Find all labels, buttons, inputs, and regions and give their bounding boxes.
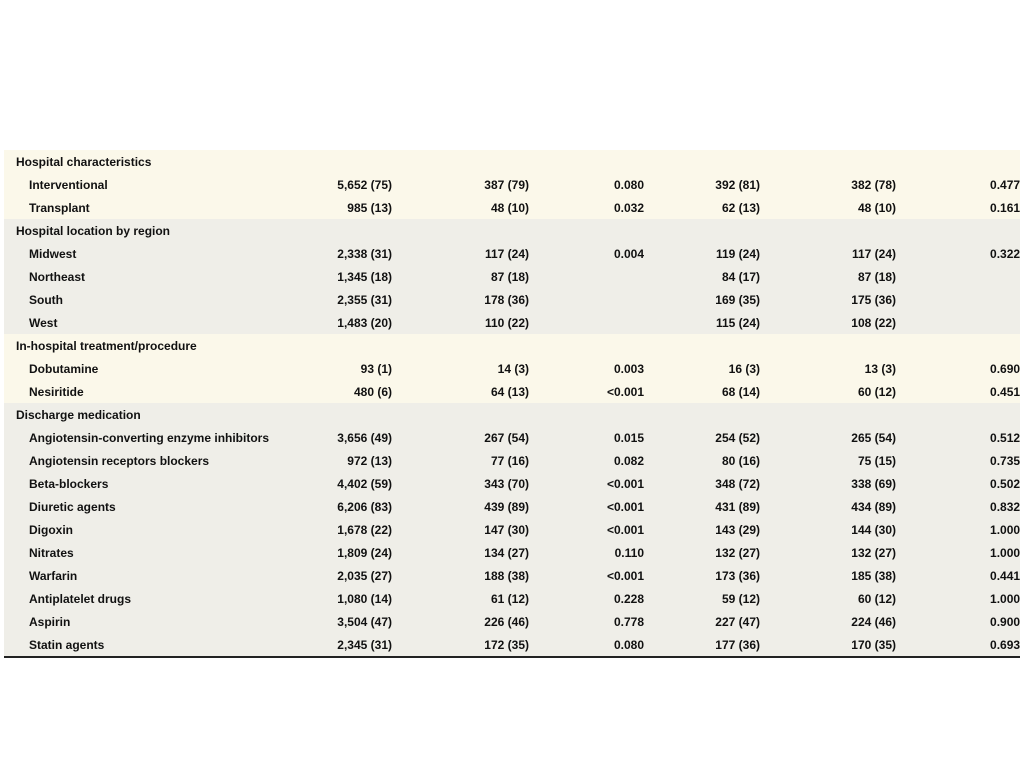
- col-matched-a-value: 132 (27): [644, 541, 760, 564]
- section-heading: Hospital characteristics: [4, 150, 1020, 173]
- col-group-value: 14 (3): [392, 357, 529, 380]
- row-label: Interventional: [4, 173, 269, 196]
- col-matched-a-value: 392 (81): [644, 173, 760, 196]
- col-group-value: 226 (46): [392, 610, 529, 633]
- col-matched-p-value: 0.735: [896, 449, 1020, 472]
- col-p-value: <0.001: [529, 472, 644, 495]
- col-matched-a-value: 16 (3): [644, 357, 760, 380]
- row-label: Transplant: [4, 196, 269, 219]
- col-matched-b-value: 185 (38): [760, 564, 896, 587]
- section-heading-row: [4, 219, 1020, 242]
- col-matched-b-value: 382 (78): [760, 173, 896, 196]
- row-label: Diuretic agents: [4, 495, 269, 518]
- col-matched-a-value: 177 (36): [644, 633, 760, 657]
- row-label: Northeast: [4, 265, 269, 288]
- col-matched-b-value: 13 (3): [760, 357, 896, 380]
- table-row: [4, 564, 1020, 587]
- table-row: [4, 380, 1020, 403]
- col-matched-a-value: 80 (16): [644, 449, 760, 472]
- col-matched-b-value: 144 (30): [760, 518, 896, 541]
- section-heading: Discharge medication: [4, 403, 1020, 426]
- col-group-value: 172 (35): [392, 633, 529, 657]
- col-group-value: 387 (79): [392, 173, 529, 196]
- col-matched-b-value: 265 (54): [760, 426, 896, 449]
- col-matched-b-value: 117 (24): [760, 242, 896, 265]
- col-matched-a-value: 115 (24): [644, 311, 760, 334]
- table-row: [4, 357, 1020, 380]
- table-row: [4, 196, 1020, 219]
- col-overall-value: 480 (6): [269, 380, 392, 403]
- col-matched-b-value: 60 (12): [760, 380, 896, 403]
- col-p-value: <0.001: [529, 564, 644, 587]
- section-heading: In-hospital treatment/procedure: [4, 334, 1020, 357]
- row-label: Angiotensin-converting enzyme inhibitors: [4, 426, 269, 449]
- col-matched-a-value: 227 (47): [644, 610, 760, 633]
- section-heading: Hospital location by region: [4, 219, 1020, 242]
- col-matched-a-value: 59 (12): [644, 587, 760, 610]
- col-matched-p-value: 0.161: [896, 196, 1020, 219]
- table-row: [4, 288, 1020, 311]
- col-overall-value: 1,345 (18): [269, 265, 392, 288]
- col-group-value: 61 (12): [392, 587, 529, 610]
- table-row: [4, 449, 1020, 472]
- col-group-value: 178 (36): [392, 288, 529, 311]
- col-matched-b-value: 224 (46): [760, 610, 896, 633]
- col-overall-value: 2,035 (27): [269, 564, 392, 587]
- col-matched-p-value: 0.322: [896, 242, 1020, 265]
- col-matched-a-value: 84 (17): [644, 265, 760, 288]
- col-group-value: 87 (18): [392, 265, 529, 288]
- col-matched-b-value: 108 (22): [760, 311, 896, 334]
- col-p-value: [529, 311, 644, 334]
- col-p-value: 0.080: [529, 633, 644, 657]
- data-table-container: [4, 150, 1020, 658]
- col-overall-value: 1,809 (24): [269, 541, 392, 564]
- col-p-value: <0.001: [529, 495, 644, 518]
- col-p-value: 0.032: [529, 196, 644, 219]
- col-group-value: 77 (16): [392, 449, 529, 472]
- row-label: Nitrates: [4, 541, 269, 564]
- col-p-value: [529, 288, 644, 311]
- table-row: [4, 311, 1020, 334]
- col-overall-value: 985 (13): [269, 196, 392, 219]
- col-matched-p-value: 0.693: [896, 633, 1020, 657]
- col-matched-a-value: 254 (52): [644, 426, 760, 449]
- row-label: Beta-blockers: [4, 472, 269, 495]
- row-label: Dobutamine: [4, 357, 269, 380]
- col-overall-value: 972 (13): [269, 449, 392, 472]
- col-matched-p-value: 1.000: [896, 518, 1020, 541]
- col-matched-b-value: 60 (12): [760, 587, 896, 610]
- row-label: Nesiritide: [4, 380, 269, 403]
- col-p-value: 0.082: [529, 449, 644, 472]
- col-overall-value: 2,338 (31): [269, 242, 392, 265]
- col-matched-p-value: [896, 288, 1020, 311]
- col-p-value: 0.004: [529, 242, 644, 265]
- table-row: [4, 426, 1020, 449]
- row-label: Statin agents: [4, 633, 269, 657]
- col-p-value: 0.003: [529, 357, 644, 380]
- col-matched-b-value: 175 (36): [760, 288, 896, 311]
- col-matched-p-value: 0.900: [896, 610, 1020, 633]
- col-matched-p-value: 1.000: [896, 587, 1020, 610]
- col-group-value: 48 (10): [392, 196, 529, 219]
- col-matched-p-value: 0.502: [896, 472, 1020, 495]
- table-row: [4, 265, 1020, 288]
- col-matched-p-value: [896, 311, 1020, 334]
- col-group-value: 117 (24): [392, 242, 529, 265]
- col-overall-value: 1,678 (22): [269, 518, 392, 541]
- row-label: Angiotensin receptors blockers: [4, 449, 269, 472]
- table-row: [4, 587, 1020, 610]
- col-matched-a-value: 173 (36): [644, 564, 760, 587]
- col-p-value: <0.001: [529, 518, 644, 541]
- col-group-value: 267 (54): [392, 426, 529, 449]
- col-group-value: 343 (70): [392, 472, 529, 495]
- table-row: [4, 495, 1020, 518]
- data-table: [4, 150, 1020, 658]
- table-row: [4, 633, 1020, 657]
- col-matched-b-value: 87 (18): [760, 265, 896, 288]
- row-label: Aspirin: [4, 610, 269, 633]
- col-matched-p-value: 0.441: [896, 564, 1020, 587]
- row-label: West: [4, 311, 269, 334]
- col-group-value: 134 (27): [392, 541, 529, 564]
- col-p-value: 0.228: [529, 587, 644, 610]
- col-p-value: 0.015: [529, 426, 644, 449]
- col-overall-value: 2,355 (31): [269, 288, 392, 311]
- col-matched-a-value: 431 (89): [644, 495, 760, 518]
- col-matched-a-value: 62 (13): [644, 196, 760, 219]
- col-p-value: <0.001: [529, 380, 644, 403]
- row-label: Midwest: [4, 242, 269, 265]
- col-p-value: 0.080: [529, 173, 644, 196]
- table-body: [4, 150, 1020, 657]
- col-matched-p-value: 0.512: [896, 426, 1020, 449]
- col-matched-a-value: 348 (72): [644, 472, 760, 495]
- col-overall-value: 3,504 (47): [269, 610, 392, 633]
- col-matched-b-value: 132 (27): [760, 541, 896, 564]
- col-group-value: 110 (22): [392, 311, 529, 334]
- col-matched-a-value: 143 (29): [644, 518, 760, 541]
- col-matched-a-value: 68 (14): [644, 380, 760, 403]
- col-p-value: 0.110: [529, 541, 644, 564]
- col-p-value: 0.778: [529, 610, 644, 633]
- col-matched-a-value: 169 (35): [644, 288, 760, 311]
- col-group-value: 439 (89): [392, 495, 529, 518]
- col-group-value: 188 (38): [392, 564, 529, 587]
- col-matched-p-value: 0.477: [896, 173, 1020, 196]
- col-matched-a-value: 119 (24): [644, 242, 760, 265]
- col-matched-p-value: 1.000: [896, 541, 1020, 564]
- col-overall-value: 4,402 (59): [269, 472, 392, 495]
- row-label: Antiplatelet drugs: [4, 587, 269, 610]
- table-row: [4, 242, 1020, 265]
- col-group-value: 147 (30): [392, 518, 529, 541]
- col-overall-value: 93 (1): [269, 357, 392, 380]
- col-matched-b-value: 170 (35): [760, 633, 896, 657]
- row-label: Digoxin: [4, 518, 269, 541]
- col-overall-value: 5,652 (75): [269, 173, 392, 196]
- table-row: [4, 472, 1020, 495]
- row-label: Warfarin: [4, 564, 269, 587]
- col-group-value: 64 (13): [392, 380, 529, 403]
- table-row: [4, 541, 1020, 564]
- col-p-value: [529, 265, 644, 288]
- table-row: [4, 518, 1020, 541]
- row-label: South: [4, 288, 269, 311]
- col-matched-b-value: 434 (89): [760, 495, 896, 518]
- section-heading-row: [4, 403, 1020, 426]
- col-overall-value: 1,080 (14): [269, 587, 392, 610]
- col-matched-b-value: 338 (69): [760, 472, 896, 495]
- col-matched-p-value: 0.451: [896, 380, 1020, 403]
- col-overall-value: 1,483 (20): [269, 311, 392, 334]
- col-overall-value: 3,656 (49): [269, 426, 392, 449]
- table-row: [4, 610, 1020, 633]
- col-matched-p-value: [896, 265, 1020, 288]
- col-matched-p-value: 0.690: [896, 357, 1020, 380]
- table-row: [4, 173, 1020, 196]
- col-matched-p-value: 0.832: [896, 495, 1020, 518]
- col-overall-value: 2,345 (31): [269, 633, 392, 657]
- section-heading-row: [4, 150, 1020, 173]
- col-matched-b-value: 48 (10): [760, 196, 896, 219]
- section-heading-row: [4, 334, 1020, 357]
- col-matched-b-value: 75 (15): [760, 449, 896, 472]
- col-overall-value: 6,206 (83): [269, 495, 392, 518]
